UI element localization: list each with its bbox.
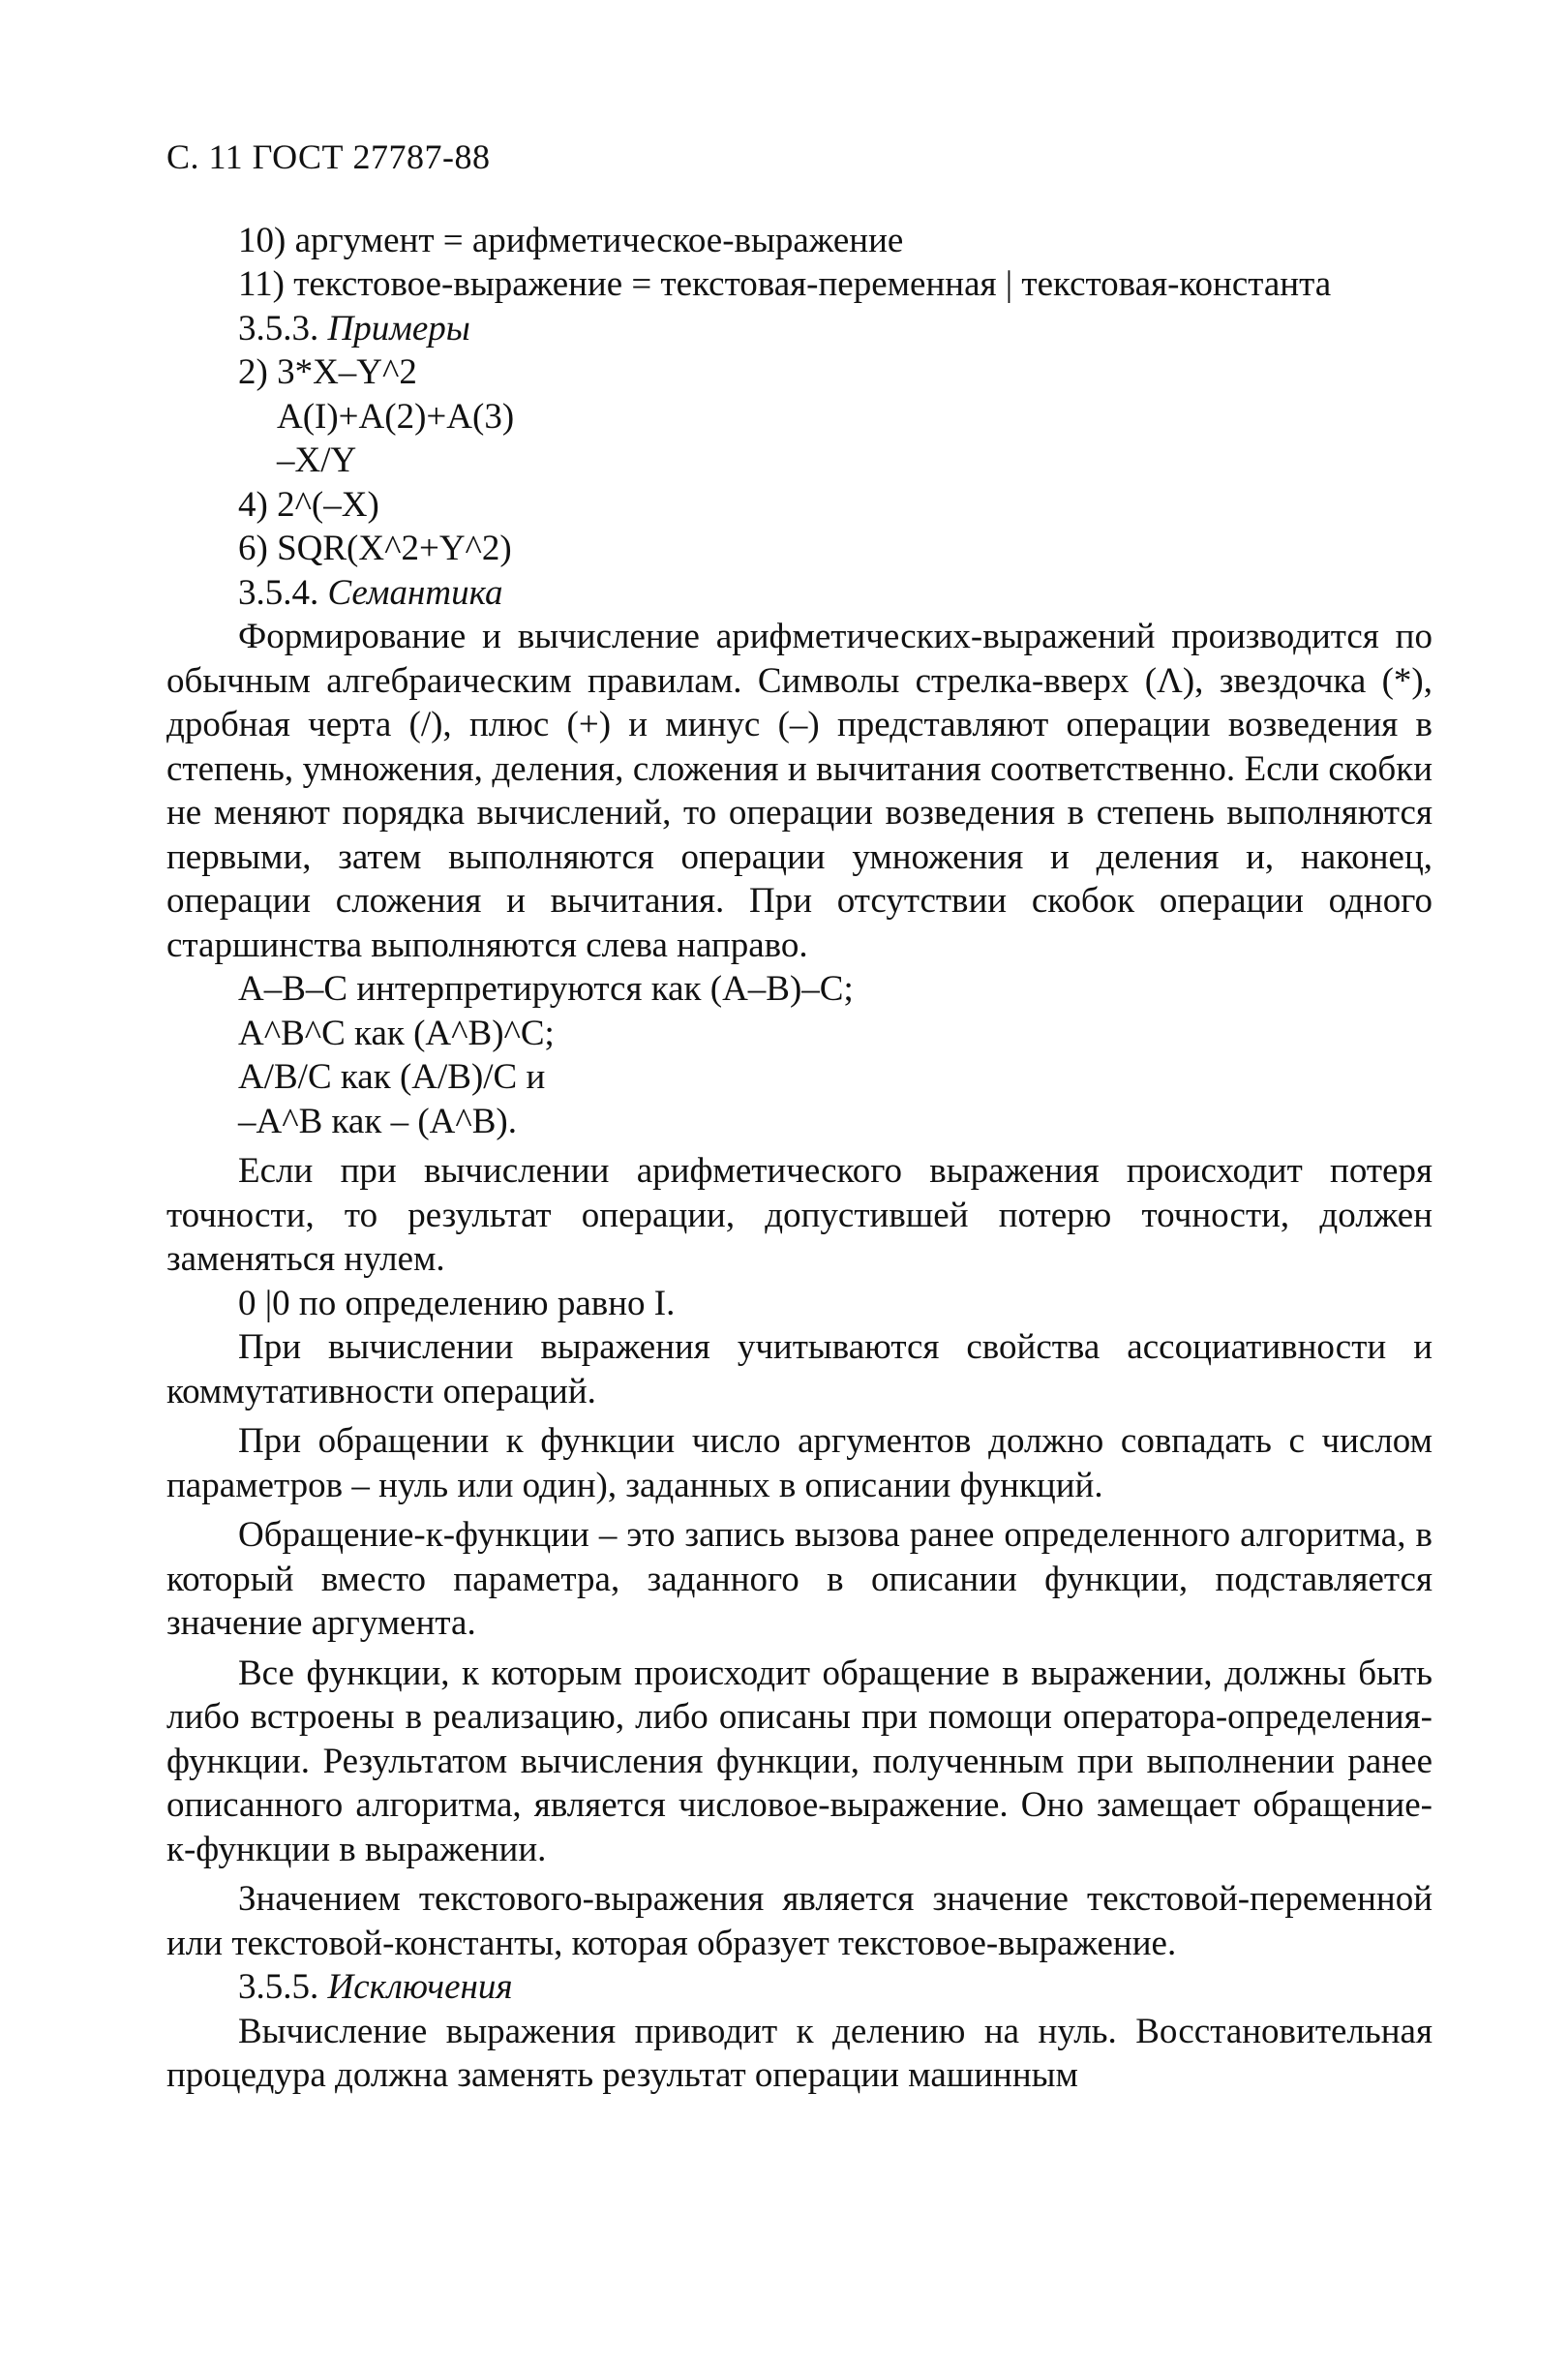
paragraph: Обращение-к-функции – это запись вызова ранее определенного алгоритма, в который вместо параметра, заданного в описании функции, подставляется значение аргумента.	[166, 1515, 1432, 1643]
formula-line: A^B^C как (A^B)^C;	[238, 1013, 555, 1053]
paragraph: Если при вычислении арифметического выражения происходит потеря точности, то результат операции, допустившей потерю точности, должен заменяться нулем.	[166, 1151, 1432, 1279]
paragraph: При вычислении выражения учитываются свойства ассоциативности и коммутативности операций.	[166, 1327, 1432, 1411]
paragraph: Значением текстового-выражения является значение текстовой-переменной или текстовой-константы, которая образует текстовое-выражение.	[166, 1879, 1432, 1963]
formula-line: A–B–C интерпретируются как (A–B)–C;	[238, 969, 854, 1009]
examples-title: Примеры	[327, 308, 470, 349]
exceptions-number: 3.5.5.	[238, 1967, 319, 2007]
formula-line: 0 |0 по определению равно I.	[238, 1283, 676, 1323]
formula-line: A/B/C как (A/B)/C и	[238, 1057, 546, 1097]
examples-number: 3.5.3.	[238, 308, 319, 349]
example-line: 2) 3*X–Y^2	[238, 352, 417, 392]
page-header: С. 11 ГОСТ 27787-88	[166, 137, 491, 176]
definition-11: 11) текстовое-выражение = текстовая-переменная | текстовая-константа	[238, 264, 1332, 304]
semantics-heading	[166, 571, 1432, 616]
paragraph: При обращении к функции число аргументов должно совпадать с числом параметров – нуль или один), заданных в описании функций.	[166, 1421, 1432, 1505]
example-line: 6) SQR(X^2+Y^2)	[238, 529, 512, 568]
semantics-title: Семантика	[327, 572, 503, 613]
paragraph: Формирование и вычисление арифметических-выражений производится по обычным алгебраическим правилам. Символы стрелка-вверх (Λ), звездочка (*), дробная черта (/), плюс (+) и минус (–) представляют операции возведения в степень, умножения, деления, сложения и вычитания соответственно. Если скобки не меняют порядка вычислений, то операции возведения в степень выполняются первыми, затем выполняются операции умножения и деления и, наконец, операции сложения и вычитания. При отсутствии скобок операции одного старшинства выполняются слева направо.	[166, 617, 1432, 965]
exceptions-title: Исключения	[327, 1967, 513, 2007]
formula-line: –A^B как – (A^B).	[238, 1101, 517, 1141]
example-line: 4) 2^(–X)	[238, 484, 379, 525]
paragraph: Вычисление выражения приводит к делению на нуль. Восстановительная процедура должна заменять результат операции машинным	[166, 2011, 1432, 2095]
example-line: A(I)+A(2)+A(3)	[277, 396, 515, 437]
paragraph: Все функции, к которым происходит обращение в выражении, должны быть либо встроены в реализацию, либо описаны при помощи оператора-определения-функции. Результатом вычисления функции, полученным при выполнении ранее описанного алгоритма, является числовое-выражение. Оно замещает обращение-к-функции в выражении.	[166, 1653, 1432, 1869]
example-line: –X/Y	[277, 440, 357, 480]
semantics-number: 3.5.4.	[238, 572, 319, 613]
exceptions-heading	[166, 1965, 1432, 2010]
examples-heading	[166, 307, 1432, 351]
definition-10: 10) аргумент = арифметическое-выражение	[238, 220, 904, 260]
